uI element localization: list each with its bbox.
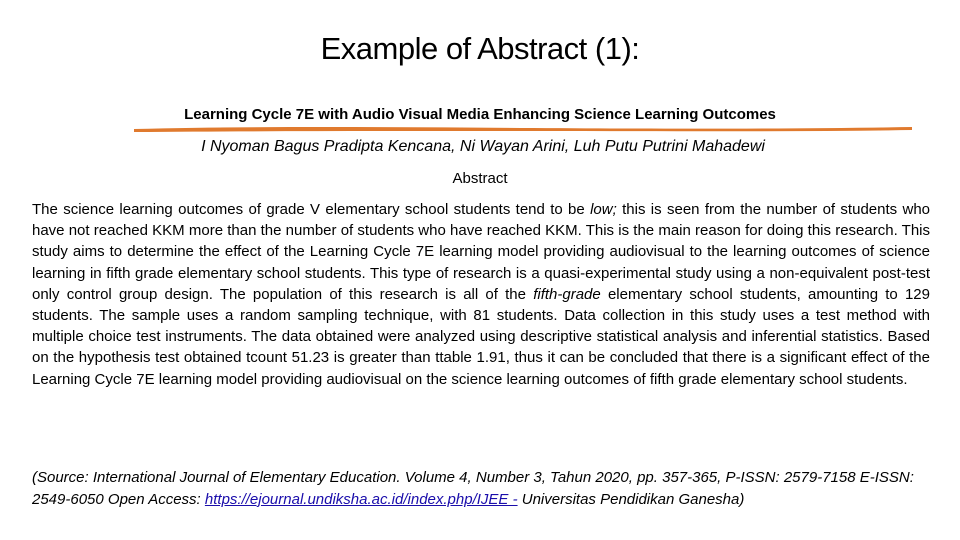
abstract-emphasis-fifth-grade: fifth-grade <box>533 285 601 303</box>
source-link[interactable]: https://ejournal.undiksha.ac.id/index.php/IJEE - <box>204 490 518 508</box>
title-underline-stroke <box>133 123 913 135</box>
abstract-text-2: this is seen from the number of students who have not reached KKM more than the number of students who have reached KKM. This is the main reason for doing this research. This study aims to determine the effect of the Learning Cycle 7E learning model providing audiovisual to the learning outcomes of science learning in fifth grade elementary school students. This type of research is a quasi-experimental study using a non-equivalent post-test only control group design. The population of this research is all of the <box>32 201 930 303</box>
abstract-body <box>32 199 930 390</box>
slide-title: Example of Abstract (1): <box>320 31 640 66</box>
source-prefix: (Source: International Journal of Elementary Education. Volume 4, Number 3, Tahun 2020, pp. 357-365, P-ISSN: 2579-7158 E-ISSN: 2549-6050 Open Access: <box>32 469 914 508</box>
paper-title: Learning Cycle 7E with Audio Visual Media Enhancing Science Learning Outcomes <box>184 106 776 123</box>
abstract-text-3: elementary school students, amounting to 129 students. The sample uses a random sampling technique, with 81 students. Data collection in this study uses a test method with multiple choice test instruments. The data obtained were analyzed using descriptive statistical analysis and inferential statistics. Based on the hypothesis test obtained tcount 51.23 is greater than ttable 1.91, thus it can be concluded that there is a significant effect of the Learning Cycle 7E learning model providing audiovisual on the science learning outcomes of fifth grade elementary school students. <box>32 285 930 388</box>
abstract-text-1: The science learning outcomes of grade V elementary school students tend to be <box>32 201 591 218</box>
abstract-heading: Abstract <box>452 170 508 187</box>
source-citation <box>32 467 930 510</box>
abstract-emphasis-low: low; <box>590 201 617 218</box>
source-suffix: Universitas Pendidikan Ganesha) <box>517 490 745 508</box>
paper-authors: I Nyoman Bagus Pradipta Kencana, Ni Wayan Arini, Luh Putu Putrini Mahadewi <box>201 138 765 155</box>
